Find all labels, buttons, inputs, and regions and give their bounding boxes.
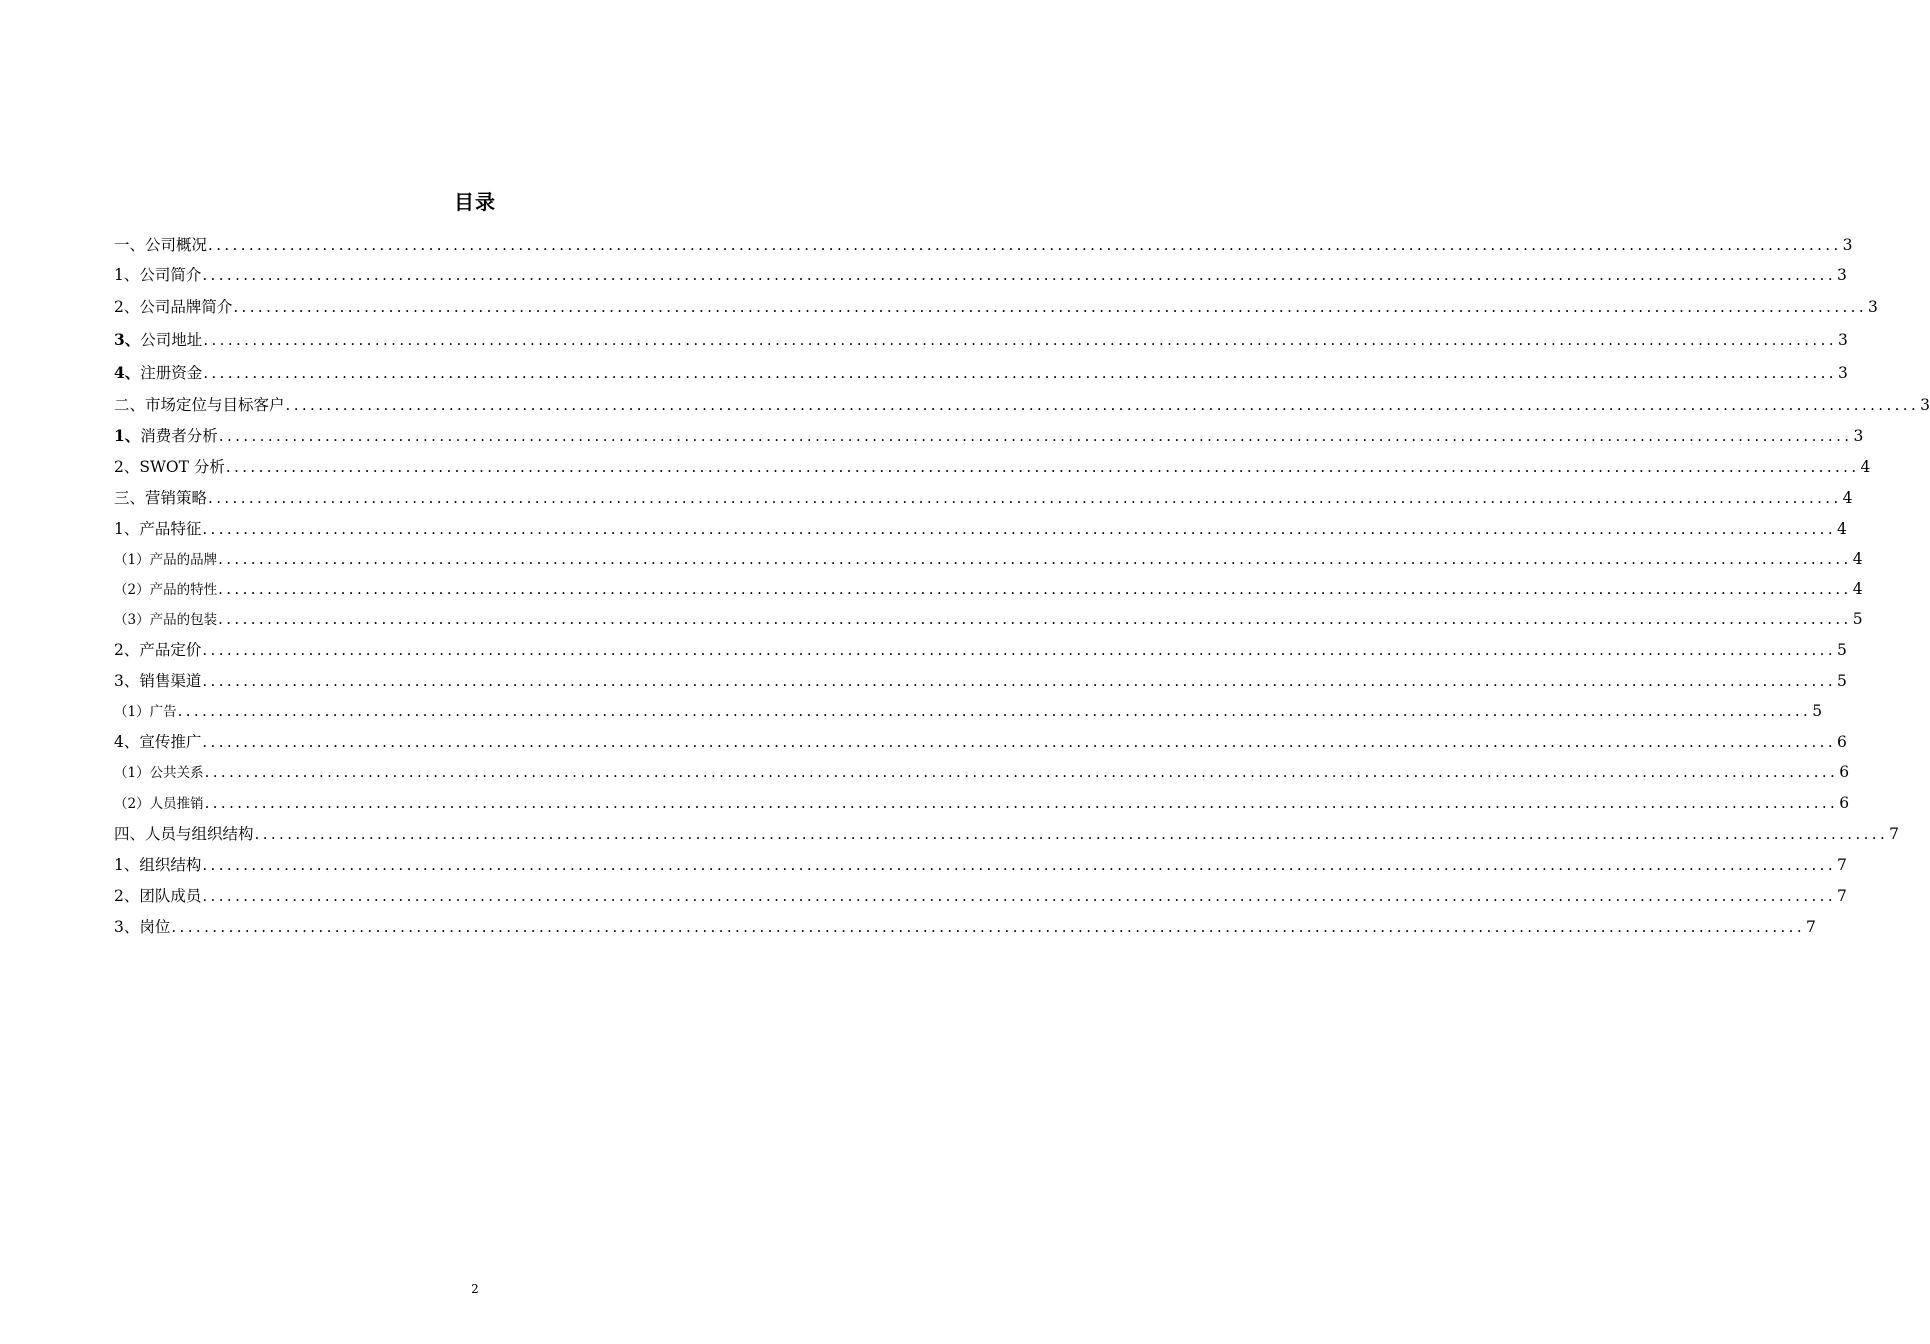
toc-entry-page: 4 bbox=[1852, 550, 1863, 568]
toc-entry-page: 4 bbox=[1842, 489, 1853, 507]
toc-dot-leader: ........................................................................................................................................................................................................ bbox=[171, 918, 1806, 936]
toc-entry-label bbox=[114, 789, 204, 819]
toc-entry-text: 销售渠道 bbox=[139, 672, 202, 690]
toc-entry-number: 一、 bbox=[114, 236, 146, 254]
toc-entry-number: 1、 bbox=[114, 520, 140, 538]
toc-entry-label bbox=[114, 727, 201, 757]
toc-entry[interactable] bbox=[114, 850, 1847, 880]
toc-entry-number: 1、 bbox=[114, 856, 140, 874]
toc-entry-page: 4 bbox=[1852, 580, 1863, 598]
toc-entry-number: （3） bbox=[114, 612, 150, 628]
toc-entry-number: 2、 bbox=[114, 458, 140, 476]
toc-entry-label bbox=[114, 758, 204, 788]
toc-entry[interactable] bbox=[114, 912, 1816, 942]
toc-entry-text: 公司概况 bbox=[145, 236, 208, 254]
toc-entry-label bbox=[114, 514, 201, 544]
toc-entry-number: 四、 bbox=[114, 825, 146, 843]
toc-entry-label bbox=[114, 483, 207, 513]
toc-entry-label bbox=[114, 850, 201, 880]
toc-dot-leader: ........................................................................................................................................................................................................ bbox=[218, 580, 1852, 598]
toc-entry[interactable] bbox=[114, 483, 1853, 513]
toc-entry-label bbox=[114, 260, 201, 290]
toc-entry-number: 4、 bbox=[114, 363, 141, 382]
toc-entry-label bbox=[114, 325, 202, 355]
toc-entry-number: 1、 bbox=[114, 266, 140, 284]
toc-entry-text: 产品的包装 bbox=[149, 612, 218, 628]
toc-entry-text: 公司品牌简介 bbox=[139, 298, 233, 316]
toc-dot-leader: ........................................................................................................................................................................................................ bbox=[218, 550, 1852, 568]
toc-dot-leader: ........................................................................................................................................................................................................ bbox=[202, 733, 1837, 751]
toc-dot-leader: ........................................................................................................................................................................................................ bbox=[233, 298, 1868, 316]
toc-entry-label bbox=[114, 881, 201, 911]
toc-entry-number: 3、 bbox=[114, 918, 140, 936]
toc-entry[interactable] bbox=[114, 544, 1863, 574]
toc-entry-text: 公共关系 bbox=[149, 765, 204, 781]
toc-entry-label bbox=[114, 575, 217, 605]
toc-entry-page: 3 bbox=[1868, 298, 1878, 316]
toc-entry-text: 组织结构 bbox=[139, 856, 202, 874]
toc-entry[interactable] bbox=[114, 260, 1847, 290]
toc-entry-label bbox=[114, 230, 207, 260]
toc-entry[interactable] bbox=[114, 452, 1871, 482]
toc-entry-page: 5 bbox=[1852, 610, 1863, 628]
toc-entry-text: 公司简介 bbox=[139, 266, 202, 284]
toc-entry-text: 产品定价 bbox=[139, 641, 202, 659]
toc-entry-label bbox=[114, 912, 170, 942]
toc-entry-text: 岗位 bbox=[139, 918, 171, 936]
toc-title: 目录 bbox=[454, 190, 496, 214]
toc-entry-text: 产品的特性 bbox=[149, 582, 218, 598]
toc-entry-number: 2、 bbox=[114, 641, 140, 659]
toc-dot-leader: ........................................................................................................................................................................................................ bbox=[254, 825, 1889, 843]
toc-entry-number: 3、 bbox=[114, 330, 141, 349]
toc-dot-leader: ........................................................................................................................................................................................................ bbox=[203, 331, 1837, 349]
toc-entry-text: SWOT 分析 bbox=[139, 458, 225, 476]
toc-entry[interactable] bbox=[114, 325, 1848, 355]
toc-entry-number: 3、 bbox=[114, 672, 140, 690]
toc-entry-label bbox=[114, 452, 225, 482]
toc-entry[interactable] bbox=[114, 696, 1823, 726]
toc-entry-page: 4 bbox=[1837, 520, 1847, 538]
toc-entry-page: 7 bbox=[1837, 856, 1847, 874]
toc-dot-leader: ........................................................................................................................................................................................................ bbox=[218, 427, 1853, 445]
toc-entry-text: 人员与组织结构 bbox=[145, 825, 254, 843]
toc-entry[interactable] bbox=[114, 819, 1900, 849]
toc-entry-page: 5 bbox=[1812, 702, 1823, 720]
toc-entry-text: 市场定位与目标客户 bbox=[145, 396, 285, 414]
toc-entry-number: 4、 bbox=[114, 733, 140, 751]
toc-entry-page: 6 bbox=[1839, 763, 1850, 781]
toc-dot-leader: ........................................................................................................................................................................................................ bbox=[202, 266, 1837, 284]
toc-entry-page: 3 bbox=[1853, 427, 1864, 445]
toc-entry-page: 3 bbox=[1920, 396, 1930, 414]
toc-entry-text: 团队成员 bbox=[139, 887, 202, 905]
toc-entry-label bbox=[114, 292, 232, 322]
toc-entry-page: 4 bbox=[1860, 458, 1871, 476]
toc-entry[interactable] bbox=[114, 666, 1847, 696]
toc-dot-leader: ........................................................................................................................................................................................................ bbox=[177, 702, 1812, 720]
toc-entry-page: 3 bbox=[1837, 331, 1848, 349]
toc-dot-leader: ........................................................................................................................................................................................................ bbox=[202, 856, 1837, 874]
toc-entry[interactable] bbox=[114, 514, 1847, 544]
toc-entry-label bbox=[114, 697, 177, 727]
toc-entry-number: 1、 bbox=[114, 426, 141, 445]
toc-entry[interactable] bbox=[114, 604, 1863, 634]
toc-entry-page: 3 bbox=[1837, 266, 1847, 284]
toc-dot-leader: ........................................................................................................................................................................................................ bbox=[208, 489, 1842, 507]
toc-entry-label bbox=[114, 545, 217, 575]
toc-entry-text: 消费者分析 bbox=[140, 427, 218, 445]
toc-entry[interactable] bbox=[114, 574, 1863, 604]
toc-entry-number: （1） bbox=[114, 765, 150, 781]
toc-entry-text: 产品特征 bbox=[139, 520, 202, 538]
toc-entry-label bbox=[114, 421, 218, 451]
toc-entry-page: 5 bbox=[1837, 641, 1847, 659]
toc-entry-text: 营销策略 bbox=[145, 489, 208, 507]
toc-dot-leader: ........................................................................................................................................................................................................ bbox=[202, 672, 1837, 690]
toc-entry-label bbox=[114, 390, 285, 420]
toc-dot-leader: ........................................................................................................................................................................................................ bbox=[225, 458, 1860, 476]
toc-entry-number: 2、 bbox=[114, 887, 140, 905]
toc-entry[interactable] bbox=[114, 881, 1847, 911]
toc-entry-text: 宣传推广 bbox=[139, 733, 202, 751]
toc-entry-label bbox=[114, 605, 217, 635]
toc-entry-text: 公司地址 bbox=[140, 331, 203, 349]
toc-dot-leader: ........................................................................................................................................................................................................ bbox=[208, 236, 1842, 254]
toc-entry-number: （2） bbox=[114, 582, 150, 598]
toc-entry-page: 7 bbox=[1889, 825, 1900, 843]
toc-dot-leader: ........................................................................................................................................................................................................ bbox=[285, 396, 1920, 414]
toc-dot-leader: ........................................................................................................................................................................................................ bbox=[202, 887, 1837, 905]
toc-entry-number: 三、 bbox=[114, 489, 146, 507]
toc-entry-label bbox=[114, 819, 254, 849]
toc-entry-page: 5 bbox=[1837, 672, 1847, 690]
toc-entry[interactable] bbox=[114, 635, 1847, 665]
toc-entry[interactable] bbox=[114, 390, 1930, 420]
toc-entry-page: 6 bbox=[1839, 794, 1850, 812]
toc-dot-leader: ........................................................................................................................................................................................................ bbox=[202, 520, 1837, 538]
toc-entry-text: 注册资金 bbox=[140, 364, 203, 382]
toc-entry-text: 广告 bbox=[149, 704, 177, 720]
toc-entry[interactable] bbox=[114, 421, 1864, 451]
toc-entry-page: 7 bbox=[1806, 918, 1816, 936]
toc-entry[interactable] bbox=[114, 292, 1878, 322]
toc-entry-text: 人员推销 bbox=[149, 796, 204, 812]
toc-entry-number: （2） bbox=[114, 796, 150, 812]
toc-entry-text: 产品的品牌 bbox=[149, 552, 218, 568]
toc-entry[interactable] bbox=[114, 358, 1848, 388]
toc-entry-number: （1） bbox=[114, 704, 150, 720]
toc-entry-number: （1） bbox=[114, 552, 150, 568]
toc-dot-leader: ........................................................................................................................................................................................................ bbox=[203, 364, 1837, 382]
toc-entry[interactable] bbox=[114, 230, 1853, 260]
toc-entry[interactable] bbox=[114, 757, 1850, 787]
toc-entry-page: 3 bbox=[1842, 236, 1853, 254]
toc-entry-number: 二、 bbox=[114, 396, 146, 414]
toc-entry-label bbox=[114, 635, 201, 665]
page-number: 2 bbox=[471, 1282, 479, 1296]
toc-entry-label bbox=[114, 358, 202, 388]
toc-entry-number: 2、 bbox=[114, 298, 140, 316]
toc-entry-page: 7 bbox=[1837, 887, 1847, 905]
toc-dot-leader: ........................................................................................................................................................................................................ bbox=[204, 794, 1839, 812]
toc-entry[interactable] bbox=[114, 727, 1847, 757]
toc-entry[interactable] bbox=[114, 788, 1850, 818]
toc-entry-page: 6 bbox=[1837, 733, 1847, 751]
toc-dot-leader: ........................................................................................................................................................................................................ bbox=[202, 641, 1837, 659]
toc-entry-label bbox=[114, 666, 201, 696]
toc-dot-leader: ........................................................................................................................................................................................................ bbox=[218, 610, 1852, 628]
toc-dot-leader: ........................................................................................................................................................................................................ bbox=[204, 763, 1839, 781]
toc-entry-page: 3 bbox=[1837, 364, 1848, 382]
